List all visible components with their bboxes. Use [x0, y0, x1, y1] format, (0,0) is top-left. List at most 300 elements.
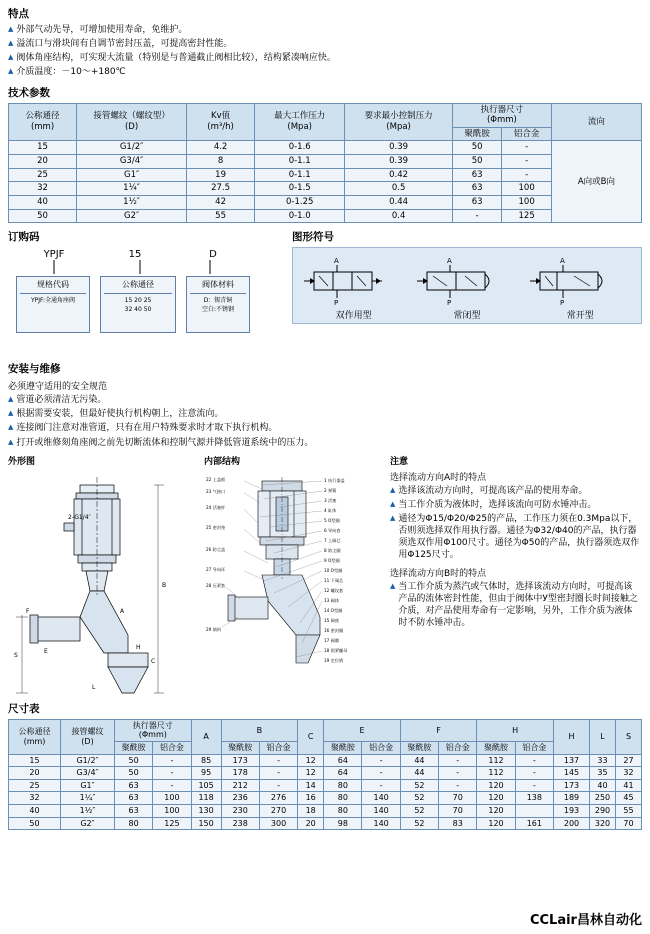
cell-minp: 0.4 — [345, 209, 453, 223]
cell-thread: G2″ — [77, 209, 187, 223]
symbol-double-acting — [304, 254, 404, 321]
feature-item — [8, 24, 642, 36]
cell-minp: 0.39 — [345, 141, 453, 155]
cell-maxp: 0-1.25 — [255, 195, 345, 209]
cell-F_al: - — [439, 754, 477, 767]
cell-act_pa: 50 — [115, 754, 153, 767]
cell-H_al: 161 — [515, 817, 553, 830]
svg-text:L: L — [92, 683, 96, 691]
cell-E_pa: 80 — [324, 779, 362, 792]
table-row — [9, 155, 642, 169]
cell-H_pa: 120 — [477, 804, 515, 817]
cell-F_pa: 52 — [400, 779, 438, 792]
svg-text:P: P — [333, 299, 338, 307]
order-box-dn: 公称通径 15 20 25 32 40 50 — [100, 276, 176, 333]
cell-B_al: 300 — [259, 817, 297, 830]
install-title: 安装与维修 — [8, 363, 61, 376]
cell-a1: 50 — [452, 141, 501, 155]
cell-minp: 0.44 — [345, 195, 453, 209]
th-B: B — [221, 719, 298, 741]
th-E: E — [324, 719, 401, 741]
svg-text:13 阀体: 13 阀体 — [324, 597, 340, 603]
cell-B_al: - — [259, 767, 297, 780]
triangle-bullet-icon: ▲ — [8, 395, 14, 404]
svg-text:19 定位销: 19 定位销 — [324, 657, 344, 663]
cell-F_al: 70 — [439, 804, 477, 817]
cell-E_pa: 80 — [324, 792, 362, 805]
cell-act_pa: 63 — [115, 804, 153, 817]
symbol-normally-closed — [417, 254, 517, 321]
svg-text:28 压紧套: 28 压紧套 — [206, 582, 226, 588]
cell-S: 45 — [616, 792, 642, 805]
cell-F_pa: 52 — [400, 792, 438, 805]
cell-thread: G1″ — [77, 168, 187, 182]
th-b-pa: 聚酰胺 — [221, 741, 259, 754]
cell-S: 27 — [616, 754, 642, 767]
table-row — [9, 182, 642, 196]
th-H: H — [477, 719, 554, 741]
symbols-section — [292, 229, 642, 357]
dimension-table-section — [8, 701, 642, 830]
symbols-panel — [292, 247, 642, 324]
cell-dn: 40 — [9, 195, 77, 209]
cell-act_pa: 63 — [115, 792, 153, 805]
internal-figure — [204, 454, 384, 697]
triangle-bullet-icon: ▲ — [8, 423, 14, 432]
cell-kv: 27.5 — [187, 182, 255, 196]
cell-H2: 193 — [554, 804, 590, 817]
cell-B_pa: 236 — [221, 792, 259, 805]
feature-text: 阀体角座结构，可实现大流量（特别是与普通截止阀相比较），结构紧凑响应快。 — [16, 53, 336, 64]
cell-a2: - — [502, 168, 551, 182]
triangle-bullet-icon: ▲ — [8, 409, 14, 418]
table-row — [9, 209, 642, 223]
cell-maxp: 0-1.1 — [255, 168, 345, 182]
feature-text: 介质温度：－10～+180℃ — [16, 67, 126, 78]
svg-text:P: P — [446, 299, 452, 307]
cell-act_al: 125 — [153, 817, 191, 830]
table-row — [9, 804, 642, 817]
th-actuator: 执行器尺寸 (Φmm) — [115, 719, 192, 741]
cell-act_al: - — [153, 767, 191, 780]
cell-flow: A向或B向 — [551, 141, 641, 223]
cell-a2: - — [502, 155, 551, 169]
svg-text:9 O型圈: 9 O型圈 — [324, 557, 340, 563]
cell-A: 85 — [191, 754, 221, 767]
order-code-3: D — [209, 249, 217, 261]
cell-H_pa: 112 — [477, 754, 515, 767]
install-text: 打开或维修刻角座阀之前先切断流体和控制气源并降低管道系统中的压力。 — [16, 437, 314, 448]
th-F: F — [400, 719, 477, 741]
cell-S: 70 — [616, 817, 642, 830]
cell-act_pa: 80 — [115, 817, 153, 830]
th-h-al: 铝合金 — [515, 741, 553, 754]
dimension-table — [8, 719, 642, 830]
cell-L: 250 — [590, 792, 616, 805]
cell-kv: 55 — [187, 209, 255, 223]
triangle-bullet-icon: ▲ — [8, 39, 14, 48]
th-dn: 公称通径 (mm) — [9, 103, 77, 141]
cell-F_pa: 44 — [400, 767, 438, 780]
th-thread: 接管螺纹（螺纹型） (D) — [77, 103, 187, 141]
cell-L: 320 — [590, 817, 616, 830]
cell-S: 41 — [616, 779, 642, 792]
cell-S: 32 — [616, 767, 642, 780]
cell-B_pa: 238 — [221, 817, 259, 830]
install-text: 根据需要安装，但最好使执行机构朝上，注意流向。 — [16, 409, 224, 420]
table-row — [9, 141, 642, 155]
cell-H_al: - — [515, 779, 553, 792]
th-S: S — [616, 719, 642, 754]
cell-kv: 42 — [187, 195, 255, 209]
th-thread: 接管螺纹 (D) — [61, 719, 115, 754]
cell-thread: G2″ — [61, 817, 115, 830]
svg-text:4 缸体: 4 缸体 — [324, 507, 337, 513]
cell-act_al: - — [153, 779, 191, 792]
install-section — [8, 361, 642, 449]
install-item — [8, 408, 642, 420]
table-header-row — [9, 719, 642, 741]
cell-a1: 50 — [452, 155, 501, 169]
cell-act_al: - — [153, 754, 191, 767]
order-code-title: 订购码 — [8, 231, 40, 244]
cell-B_pa: 230 — [221, 804, 259, 817]
cell-H_al: - — [515, 754, 553, 767]
cell-E_pa: 64 — [324, 767, 362, 780]
svg-text:A: A — [333, 257, 339, 266]
cell-H2: 200 — [554, 817, 590, 830]
cell-H2: 173 — [554, 779, 590, 792]
cell-a2: 100 — [502, 195, 551, 209]
cell-F_pa: 44 — [400, 754, 438, 767]
cell-E_al: 140 — [362, 804, 400, 817]
svg-text:F: F — [26, 607, 30, 615]
cell-maxp: 0-1.6 — [255, 141, 345, 155]
cell-a1: 63 — [452, 182, 501, 196]
th-flow: 流向 — [551, 103, 641, 141]
cell-dn: 25 — [9, 779, 61, 792]
notes-section — [390, 454, 640, 697]
outline-figure — [8, 454, 198, 697]
svg-text:C: C — [151, 657, 156, 665]
cell-E_al: 140 — [362, 792, 400, 805]
cell-kv: 4.2 — [187, 141, 255, 155]
note-text: 通径为Φ15/Φ20/Φ25的产品，工作压力须在0.3Mpa以下，否则须选择双作用执行器。通径为Φ32/Φ40的产品，执行器须选双作用Φ100尺寸。通径为Φ50的产品，执行器须选双作用Φ125尺寸。 — [398, 514, 640, 561]
cell-maxp: 0-1.1 — [255, 155, 345, 169]
install-text: 管道必须清洁无污染。 — [16, 395, 107, 406]
tech-params-title: 技术参数 — [8, 86, 50, 99]
cell-dn: 15 — [9, 141, 77, 155]
cell-thread: G1/2″ — [77, 141, 187, 155]
brand-cn: 昌林自动化 — [576, 913, 642, 928]
cell-B_pa: 173 — [221, 754, 259, 767]
table-row — [9, 767, 642, 780]
th-e-pa: 聚酰胺 — [324, 741, 362, 754]
table-header-row — [9, 103, 642, 127]
cell-dn: 32 — [9, 792, 61, 805]
th-f-pa: 聚酰胺 — [400, 741, 438, 754]
triangle-bullet-icon: ▲ — [390, 499, 396, 508]
svg-text:6 导向套: 6 导向套 — [324, 527, 341, 533]
table-row — [9, 817, 642, 830]
cell-E_al: - — [362, 779, 400, 792]
cell-act_pa: 63 — [115, 779, 153, 792]
cell-thread: 1¼″ — [61, 792, 115, 805]
table-row — [9, 168, 642, 182]
features-section — [8, 6, 642, 79]
cell-A: 95 — [191, 767, 221, 780]
cell-L: 290 — [590, 804, 616, 817]
svg-text:3 活塞: 3 活塞 — [324, 497, 337, 503]
triangle-bullet-icon: ▲ — [8, 67, 14, 76]
cell-E_al: 140 — [362, 817, 400, 830]
table-row — [9, 792, 642, 805]
th-maxp: 最大工作压力 (Mpa) — [255, 103, 345, 141]
cell-thread: G1/2″ — [61, 754, 115, 767]
cell-E_pa: 98 — [324, 817, 362, 830]
table-row — [9, 754, 642, 767]
order-box-material: 阀体材料 D：锡青铜 空白:不锈钢 — [186, 276, 250, 333]
cell-L: 33 — [590, 754, 616, 767]
svg-text:12 螺纹套: 12 螺纹套 — [324, 587, 344, 593]
cell-E_al: - — [362, 767, 400, 780]
svg-text:2 弹簧: 2 弹簧 — [324, 487, 337, 493]
th-f-al: 铝合金 — [439, 741, 477, 754]
cell-thread: 1½″ — [77, 195, 187, 209]
triangle-bullet-icon: ▲ — [8, 25, 14, 33]
tech-params-section — [8, 85, 642, 224]
th-A: A — [191, 719, 221, 754]
install-item — [8, 422, 642, 434]
install-item — [8, 437, 642, 449]
cell-F_al: - — [439, 779, 477, 792]
svg-text:24 活塞杆: 24 活塞杆 — [206, 504, 226, 510]
internal-title: 内部结构 — [204, 456, 241, 467]
notes-group-a-title: 选择流动方向A时的特点 — [390, 472, 487, 483]
svg-text:2-G1/4″: 2-G1/4″ — [68, 513, 91, 521]
cell-act_al: 100 — [153, 804, 191, 817]
svg-text:23 气接口: 23 气接口 — [206, 488, 226, 494]
cell-E_pa: 80 — [324, 804, 362, 817]
symbol-label: 常闭型 — [453, 311, 481, 322]
cell-maxp: 0-1.5 — [255, 182, 345, 196]
svg-text:E: E — [44, 647, 48, 655]
cell-A: 118 — [191, 792, 221, 805]
svg-text:10 O型圈: 10 O型圈 — [324, 567, 343, 573]
cell-L: 35 — [590, 767, 616, 780]
cell-F_al: - — [439, 767, 477, 780]
features-title: 特点 — [8, 8, 29, 20]
symbols-title: 图形符号 — [292, 231, 334, 244]
svg-text:11 下阀芯: 11 下阀芯 — [324, 577, 344, 583]
svg-text:A: A — [446, 257, 452, 266]
note-item — [390, 485, 640, 497]
feature-text: 外部气动先导，可增加使用寿命，免维护。 — [16, 25, 188, 35]
cell-H2: 137 — [554, 754, 590, 767]
th-act-aluminum: 铝合金 — [502, 127, 551, 141]
cell-B_al: - — [259, 754, 297, 767]
order-code-2: 15 — [128, 249, 142, 261]
triangle-bullet-icon: ▲ — [8, 437, 14, 446]
svg-text:5 O型圈: 5 O型圈 — [324, 517, 340, 523]
table-row — [9, 779, 642, 792]
dimension-table-title: 尺寸表 — [8, 702, 40, 715]
cell-H2: 145 — [554, 767, 590, 780]
feature-item — [8, 52, 642, 64]
cell-E_al: - — [362, 754, 400, 767]
cell-maxp: 0-1.0 — [255, 209, 345, 223]
th-minp: 要求最小控制压力 (Mpa) — [345, 103, 453, 141]
cell-kv: 19 — [187, 168, 255, 182]
cell-A: 105 — [191, 779, 221, 792]
cell-H2: 189 — [554, 792, 590, 805]
svg-text:17 阀瓣: 17 阀瓣 — [324, 637, 340, 643]
install-item — [8, 394, 642, 406]
cell-C: 14 — [298, 779, 324, 792]
svg-text:29 填料: 29 填料 — [206, 626, 222, 632]
svg-text:1 执行器盖: 1 执行器盖 — [324, 477, 345, 483]
cell-A: 130 — [191, 804, 221, 817]
th-e-al: 铝合金 — [362, 741, 400, 754]
install-text: 连接阀门注意对准管道，只有在用户特殊要求时才取下执行机构。 — [16, 423, 278, 434]
th-act-polyamide: 聚酰胺 — [452, 127, 501, 141]
cell-F_pa: 52 — [400, 804, 438, 817]
internal-drawing — [204, 467, 382, 697]
feature-item — [8, 38, 642, 50]
svg-text:25 密封垫: 25 密封垫 — [206, 524, 226, 530]
outline-drawing — [8, 467, 196, 697]
cell-H_pa: 120 — [477, 817, 515, 830]
svg-text:7 上阀芯: 7 上阀芯 — [324, 537, 341, 543]
svg-text:H: H — [136, 643, 141, 651]
svg-text:8 防尘圈: 8 防尘圈 — [324, 547, 341, 553]
svg-text:26 防尘盖: 26 防尘盖 — [206, 546, 226, 552]
cell-dn: 20 — [9, 767, 61, 780]
cell-C: 20 — [298, 817, 324, 830]
th-kv: Kv值 (m³/h) — [187, 103, 255, 141]
cell-dn: 20 — [9, 155, 77, 169]
symbol-label: 常开型 — [566, 311, 594, 322]
cell-F_al: 70 — [439, 792, 477, 805]
cell-A: 150 — [191, 817, 221, 830]
brand-logo — [530, 909, 642, 928]
cell-B_pa: 212 — [221, 779, 259, 792]
cell-B_pa: 178 — [221, 767, 259, 780]
cell-B_al: 276 — [259, 792, 297, 805]
cell-dn: 40 — [9, 804, 61, 817]
feature-item — [8, 66, 642, 78]
cell-E_pa: 64 — [324, 754, 362, 767]
cell-dn: 50 — [9, 817, 61, 830]
cell-L: 40 — [590, 779, 616, 792]
th-h-pa: 聚酰胺 — [477, 741, 515, 754]
svg-text:B: B — [162, 581, 167, 589]
svg-text:18 锁紧螺母: 18 锁紧螺母 — [324, 647, 348, 653]
th-C: C — [298, 719, 324, 754]
brand-latin: CCLair — [529, 913, 577, 928]
symbol-normally-open — [530, 254, 630, 321]
outline-title: 外形图 — [8, 456, 36, 467]
th-b-al: 铝合金 — [259, 741, 297, 754]
cell-a1: 63 — [452, 168, 501, 182]
th-H2: H — [554, 719, 590, 754]
cell-H_al: - — [515, 767, 553, 780]
install-subtitle: 必须遵守适用的安全规范 — [8, 382, 108, 393]
order-code-1: YPJF — [43, 249, 65, 261]
cell-F_al: 83 — [439, 817, 477, 830]
cell-H_pa: 112 — [477, 767, 515, 780]
svg-text:14 O型圈: 14 O型圈 — [324, 607, 343, 613]
cell-thread: 1¼″ — [77, 182, 187, 196]
cell-a1: 63 — [452, 195, 501, 209]
cell-act_pa: 50 — [115, 767, 153, 780]
cell-C: 18 — [298, 804, 324, 817]
svg-text:A: A — [560, 257, 566, 266]
svg-text:S: S — [14, 651, 18, 659]
cell-thread: G3/4″ — [77, 155, 187, 169]
cell-H_pa: 120 — [477, 792, 515, 805]
cell-H_al — [515, 804, 553, 817]
note-item — [390, 581, 640, 630]
th-actuator: 执行器尺寸 (Φmm) — [452, 103, 551, 127]
cell-H_pa: 120 — [477, 779, 515, 792]
table-row — [9, 195, 642, 209]
triangle-bullet-icon: ▲ — [390, 485, 396, 494]
svg-text:A: A — [120, 607, 125, 615]
cell-B_al: 270 — [259, 804, 297, 817]
cell-dn: 25 — [9, 168, 77, 182]
cell-a1: - — [452, 209, 501, 223]
cell-F_pa: 52 — [400, 817, 438, 830]
cell-thread: G3/4″ — [61, 767, 115, 780]
cell-minp: 0.39 — [345, 155, 453, 169]
order-box-spec: 规格代码 YPJF:全通角座阀 — [16, 276, 90, 333]
svg-text:22 上盖板: 22 上盖板 — [206, 476, 226, 482]
tech-params-table — [8, 103, 642, 224]
notes-title: 注意 — [390, 456, 409, 467]
cell-C: 12 — [298, 767, 324, 780]
svg-text:16 密封圈: 16 密封圈 — [324, 627, 344, 633]
th-act-pa: 聚酰胺 — [115, 741, 153, 754]
symbol-label: 双作用型 — [335, 311, 372, 322]
cell-minp: 0.42 — [345, 168, 453, 182]
triangle-bullet-icon: ▲ — [390, 581, 396, 590]
svg-text:27 导向环: 27 导向环 — [206, 566, 226, 572]
svg-text:15 阀座: 15 阀座 — [324, 617, 340, 623]
note-item — [390, 513, 640, 562]
cell-thread: G1″ — [61, 779, 115, 792]
cell-a2: 100 — [502, 182, 551, 196]
note-text: 当工作介质为蒸汽或气体时，选择该流动方向时，可提高该产品的流体密封性能，但由于阀体中У型密封圈长时间接触之介质，对产品使用寿命有一定影响，另外，工作介质为液体时不防水锤冲击。 — [398, 581, 638, 629]
cell-act_al: 100 — [153, 792, 191, 805]
order-code-section — [8, 229, 286, 357]
cell-C: 12 — [298, 754, 324, 767]
cell-a2: - — [502, 141, 551, 155]
note-text: 选择该流动方向时，可提高该产品的使用寿命。 — [398, 485, 588, 496]
cell-dn: 50 — [9, 209, 77, 223]
cell-dn: 32 — [9, 182, 77, 196]
note-item — [390, 499, 640, 511]
th-act-al: 铝合金 — [153, 741, 191, 754]
note-text: 当工作介质为液体时，选择该流向可防水锤冲击。 — [398, 499, 597, 510]
notes-group-b-title: 选择流动方向B时的特点 — [390, 568, 487, 579]
triangle-bullet-icon: ▲ — [8, 53, 14, 62]
cell-a2: 125 — [502, 209, 551, 223]
cell-H_al: 138 — [515, 792, 553, 805]
triangle-bullet-icon: ▲ — [390, 514, 396, 523]
th-L: L — [590, 719, 616, 754]
cell-thread: 1½″ — [61, 804, 115, 817]
